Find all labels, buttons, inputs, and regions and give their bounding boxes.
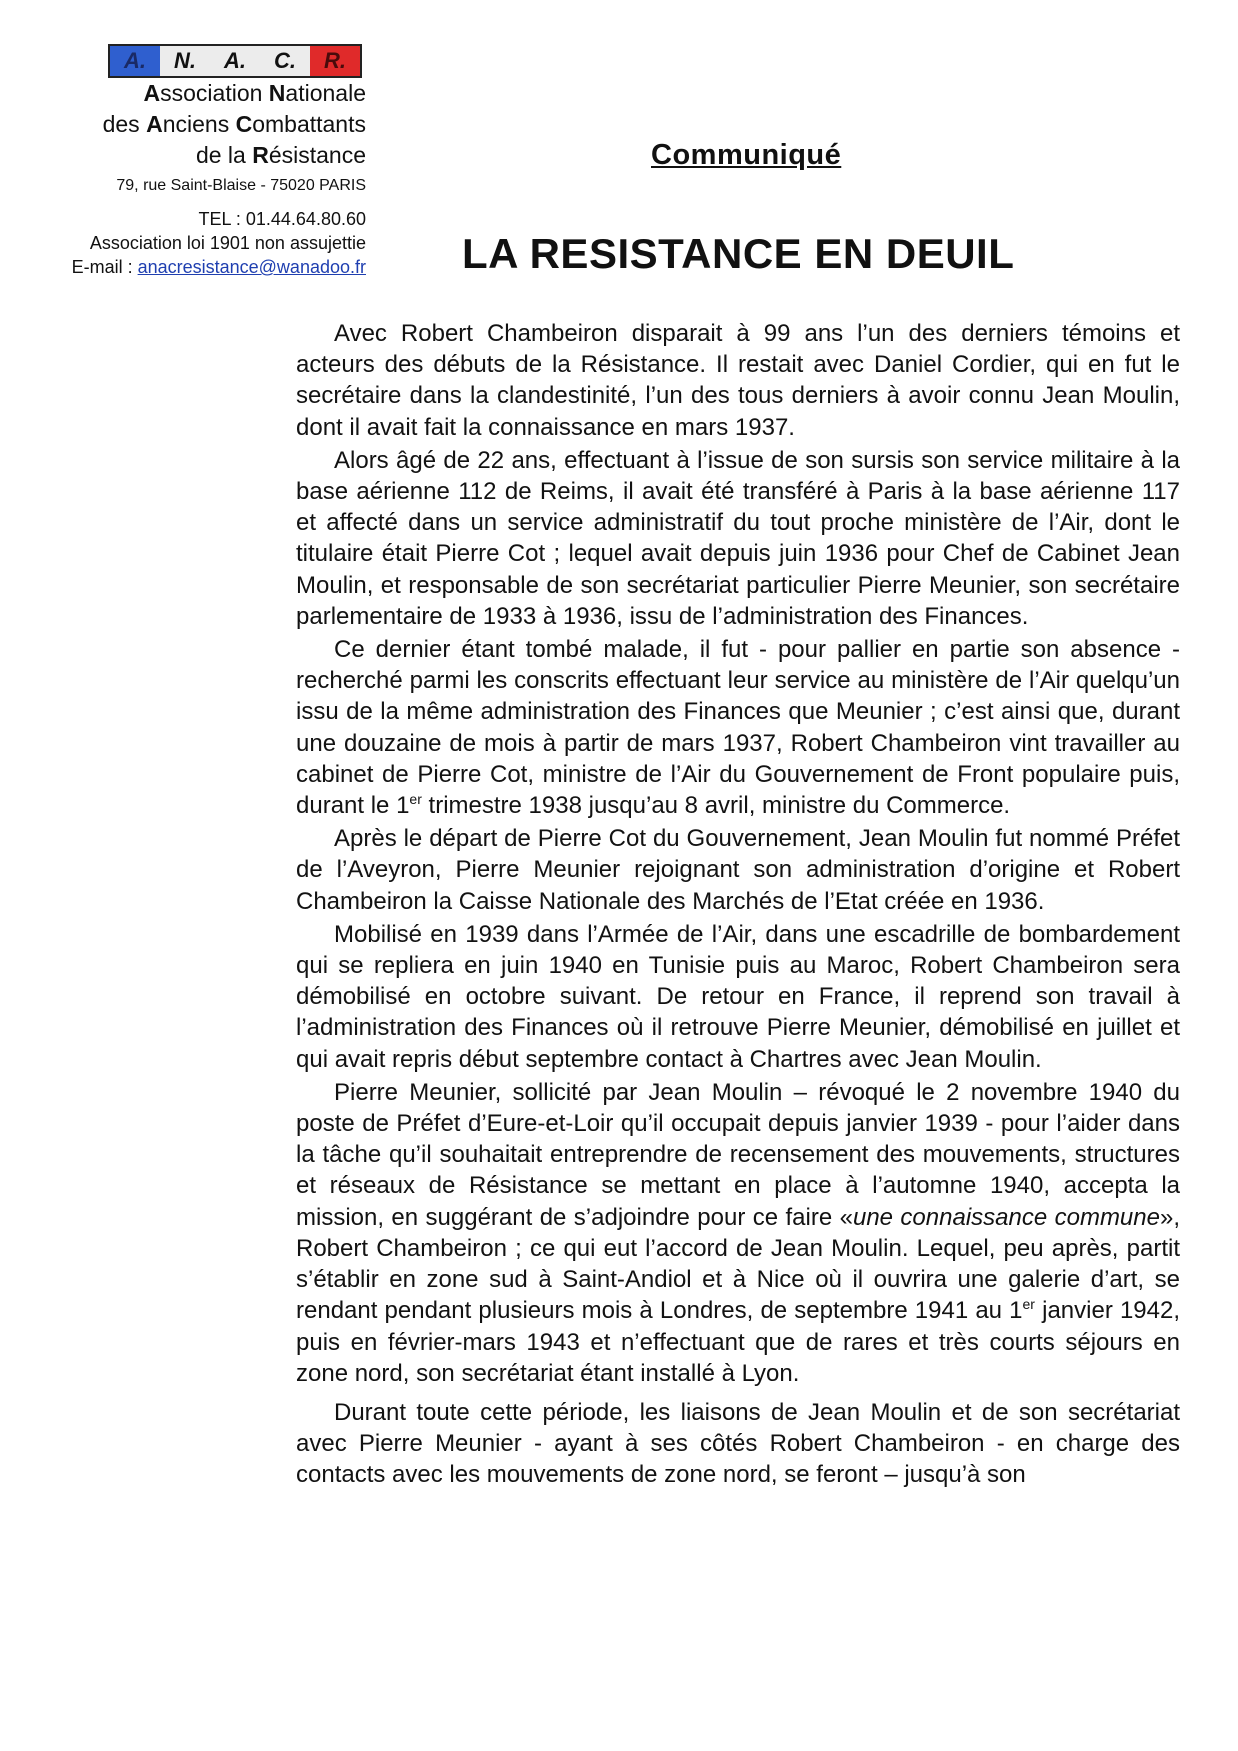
page-title: LA RESISTANCE EN DEUIL bbox=[462, 230, 1015, 277]
communique-heading: Communiqué bbox=[651, 139, 842, 171]
legal-status: Association loi 1901 non assujettie bbox=[89, 233, 366, 253]
org-name-line-1: Association Nationale bbox=[143, 80, 366, 106]
org-name-line-3: de la Résistance bbox=[195, 142, 366, 168]
logo-letter-c: C. bbox=[260, 46, 310, 76]
article-body bbox=[296, 318, 1180, 1493]
logo-letter-a2: A. bbox=[210, 46, 260, 76]
paragraph-1: Avec Robert Chambeiron disparait à 99 ans l’un des derniers témoins et acteurs des débuts de la Résistance. Il restait avec Daniel Cordier, qui en fut le secrétaire dans la clandestinité, l’un des tous derniers à avoir connu Jean Moulin, dont il avait fait la connaissance en mars 1937. bbox=[296, 320, 1180, 441]
email-line: E-mail : anacresistance@wanadoo.fr bbox=[71, 257, 366, 277]
logo-letter-n: N. bbox=[160, 46, 210, 76]
paragraph-3: Ce dernier étant tombé malade, il fut - pour pallier en partie son absence - recherché parmi les conscrits effectuant leur service au ministère de l’Air quelqu’un issu de la même administration des Finances que Meunier ; c’est ainsi que, durant une douzaine de mois à partir de mars 1937, Robert Chambeiron vint travailler au cabinet de Pierre Cot, ministre de l’Air du Gouvernement de Front populaire puis, durant le 1er trimestre 1938 jusqu’au 8 avril, ministre du Commerce. bbox=[296, 636, 1180, 820]
email-link[interactable]: anacresistance@wanadoo.fr bbox=[137, 257, 366, 277]
postal-address: 79, rue Saint-Blaise - 75020 PARIS bbox=[116, 177, 366, 194]
logo-letter-a: A. bbox=[110, 46, 160, 76]
anacr-logo bbox=[108, 44, 362, 78]
org-name-line-2: des Anciens Combattants bbox=[102, 111, 366, 137]
telephone: TEL : 01.44.64.80.60 bbox=[198, 209, 366, 229]
paragraph-7: Durant toute cette période, les liaisons de Jean Moulin et de son secrétariat avec Pierre Meunier - ayant à ses côtés Robert Chambeiron - en charge des contacts avec les mouvements de zone nord, se feront – jusqu’à son bbox=[296, 1398, 1180, 1489]
paragraph-2: Alors âgé de 22 ans, effectuant à l’issue de son sursis son service militaire à la base aérienne 112 de Reims, il avait été transféré à Paris à la base aérienne 117 et affecté dans un service administratif du tout proche ministère de l’Air, dont le titulaire était Pierre Cot ; lequel avait depuis juin 1936 pour Chef de Cabinet Jean Moulin, et responsable de son secrétariat particulier Pierre Meunier, son secrétaire parlementaire de 1933 à 1936, issu de l’administration des Finances. bbox=[296, 446, 1180, 630]
paragraph-5: Mobilisé en 1939 dans l’Armée de l’Air, dans une escadrille de bombardement qui se repliera en juin 1940 en Tunisie puis au Maroc, Robert Chambeiron sera démobilisé en octobre suivant. De retour en France, il reprend son travail à l’administration des Finances où il retrouve Pierre Meunier, démobilisé en juillet et qui avait repris début septembre contact à Chartres avec Jean Moulin. bbox=[296, 920, 1180, 1073]
logo-letter-r: R. bbox=[310, 46, 360, 76]
paragraph-6: Pierre Meunier, sollicité par Jean Moulin – révoqué le 2 novembre 1940 du poste de Préfet d’Eure-et-Loir qu’il occupait depuis janvier 1939 - pour l’aider dans la tâche qu’il souhaitait entreprendre de recensement des mouvements, structures et réseaux de Résistance se mettant en place à l’automne 1940, accepta la mission, en suggérant de s’adjoindre pour ce faire «une connaissance commune», Robert Chambeiron ; ce qui eut l’accord de Jean Moulin. Lequel, peu après, partit s’établir en zone sud à Saint-Andiol et à Nice où il ouvrira une galerie d’art, se rendant pendant plusieurs mois à Londres, de septembre 1941 au 1er janvier 1942, puis en février-mars 1943 et n’effectuant que de rares et très courts séjours en zone nord, son secrétariat étant installé à Lyon. bbox=[296, 1078, 1180, 1387]
paragraph-4: Après le départ de Pierre Cot du Gouvernement, Jean Moulin fut nommé Préfet de l’Aveyron, Pierre Meunier rejoignant son administration d’origine et Robert Chambeiron la Caisse Nationale des Marchés de l’Etat créée en 1936. bbox=[296, 825, 1180, 915]
letterhead bbox=[18, 44, 366, 279]
